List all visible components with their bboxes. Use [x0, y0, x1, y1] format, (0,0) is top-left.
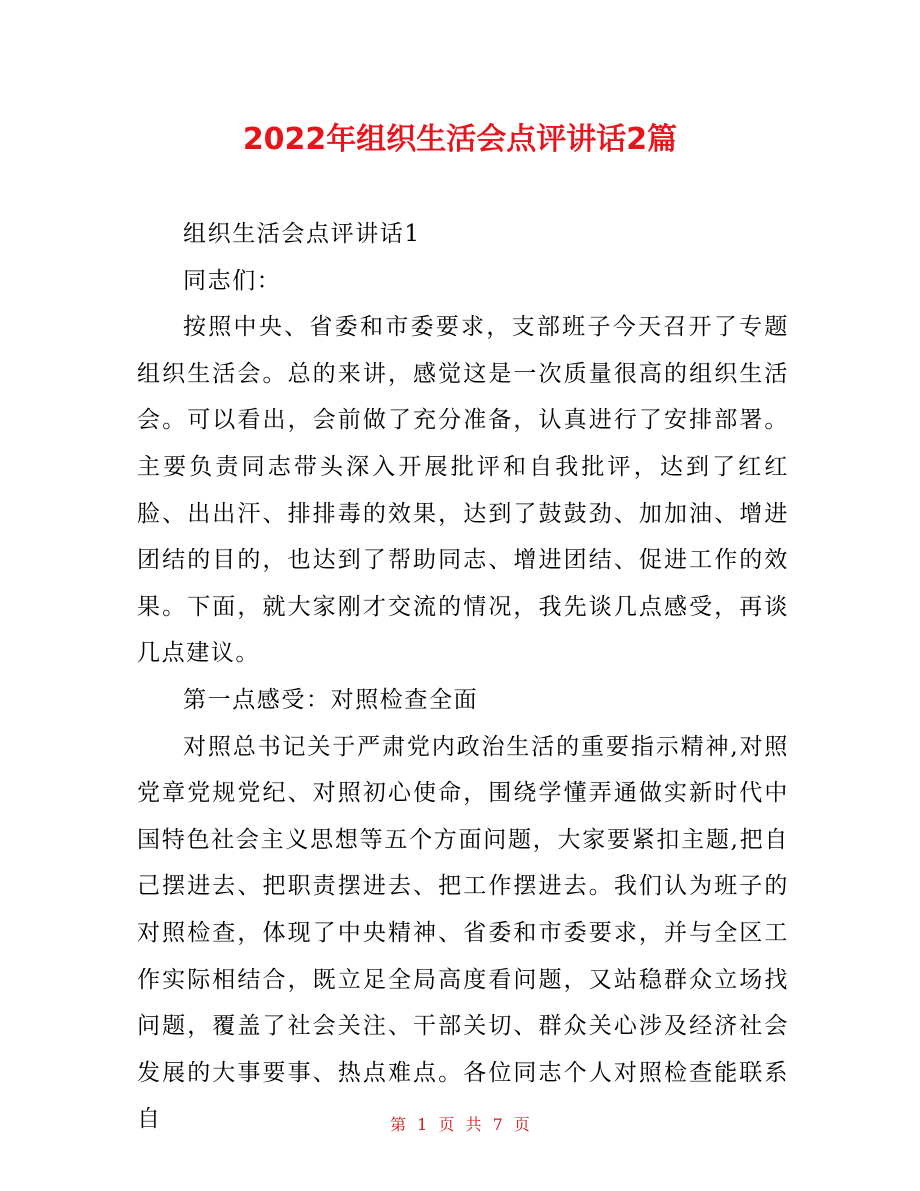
body-paragraph: 对照总书记关于严肃党内政治生活的重要指示精神,对照党章党规党纪、对照初心使命，围绕学懂弄通做实新时代中国特色社会主义思想等五个方面问题，大家要紧扣主题,把自己摆进去、把职责摆进去、把工作摆进去。我们认为班子的对照检查，体现了中央精神、省委和市委要求，并与全区工作实际相结合，既立足全局高度看问题，又站稳群众立场找问题，覆盖了社会关注、干部关切、群众关心涉及经济社会发展的大事要事、热点难点。各位同志个人对照检查能联系自 — [137, 733, 789, 1133]
salutation: 同志们： — [183, 267, 282, 294]
body-paragraph: 按照中央、省委和市委要求，支部班子今天召开了专题组织生活会。总的来讲，感觉这是一次质量很高的组织生活会。可以看出，会前做了充分准备，认真进行了安排部署。主要负责同志带头深入开展批评和自我批评，达到了红红脸、出出汗、排排毒的效果，达到了鼓鼓劲、加加油、增进团结的目的，也达到了帮助同志、增进团结、促进工作的效果。下面，就大家刚才交流的情况，我先谈几点感受，再谈几点建议。 — [137, 314, 789, 667]
page-title: 2022年组织生活会点评讲话2篇 — [242, 122, 678, 157]
section-heading: 组织生活会点评讲话1 — [183, 221, 421, 247]
document-body — [137, 211, 789, 1143]
subsection-heading: 第一点感受：对照检查全面 — [183, 686, 479, 713]
page-footer: 第 1 页 共 7 页 — [390, 1115, 530, 1134]
